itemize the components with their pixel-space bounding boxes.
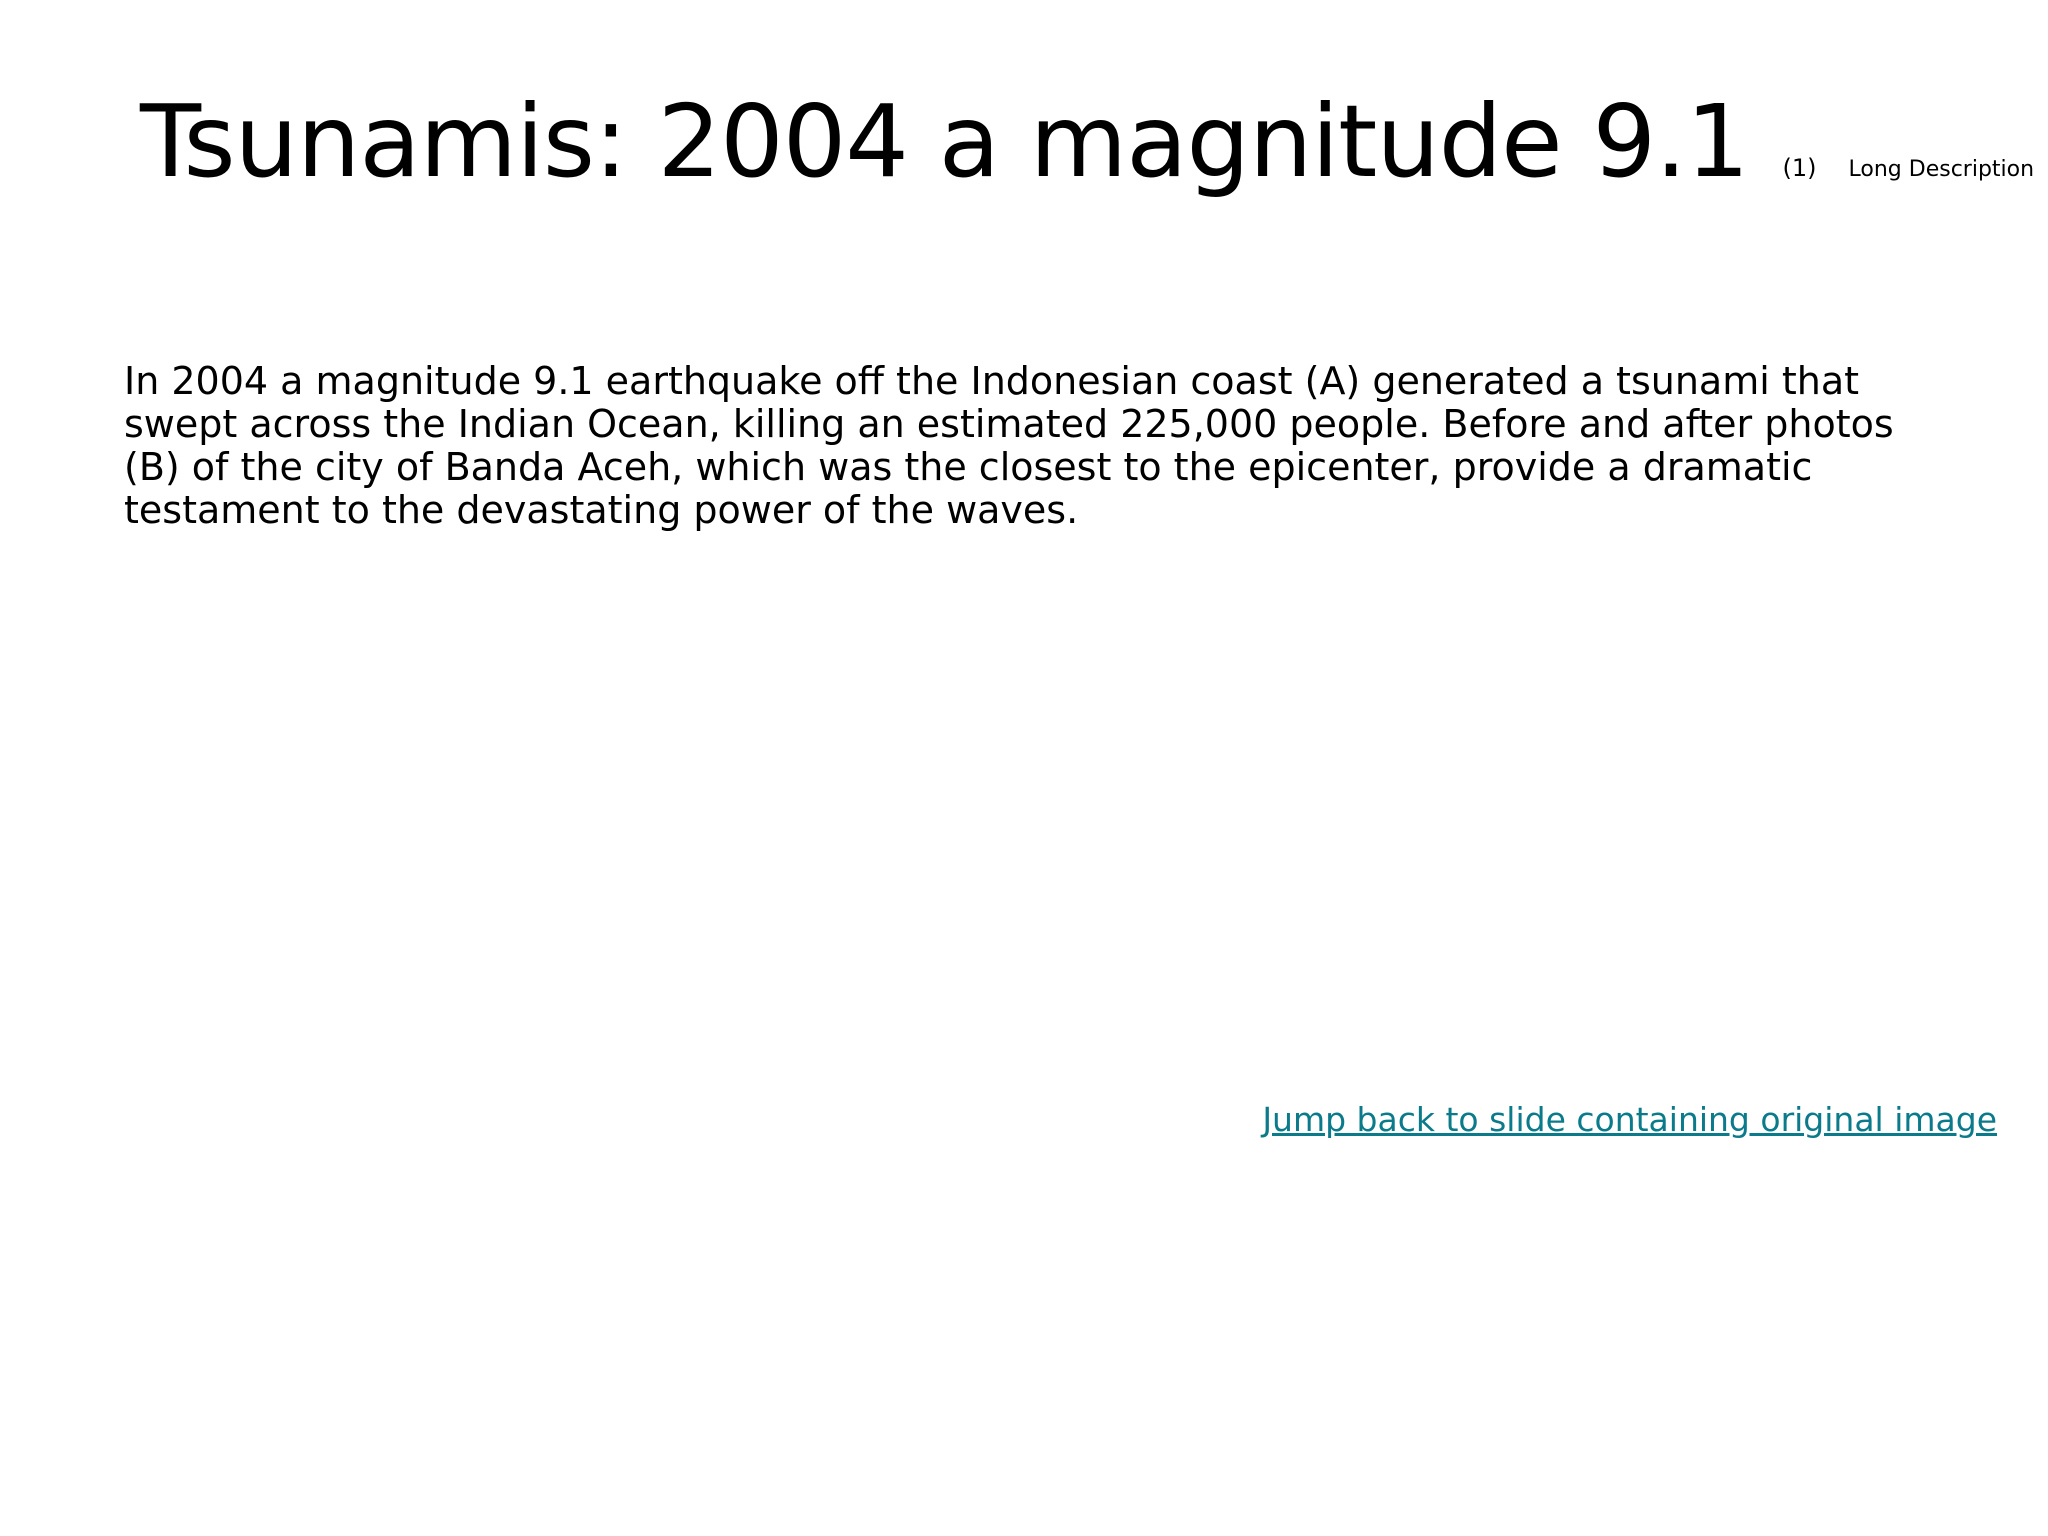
jump-back-link[interactable]: Jump back to slide containing original image xyxy=(1262,1100,1997,1139)
long-description-label: Long Description xyxy=(1848,157,2035,182)
note-marker: (1) xyxy=(1782,154,1817,182)
title-row xyxy=(140,82,2034,202)
description-paragraph: In 2004 a magnitude 9.1 earthquake off the Indonesian coast (A) generated a tsunami that swept across the Indian Ocean, killing an estimated 225,000 people. Before and after photos (B) of the city of Banda Aceh, which was the closest to the epicenter, provide a dramatic testament to the devastating power of the waves. xyxy=(124,359,1894,532)
slide-title: Tsunamis: 2004 a magnitude 9.1 xyxy=(140,83,1749,200)
